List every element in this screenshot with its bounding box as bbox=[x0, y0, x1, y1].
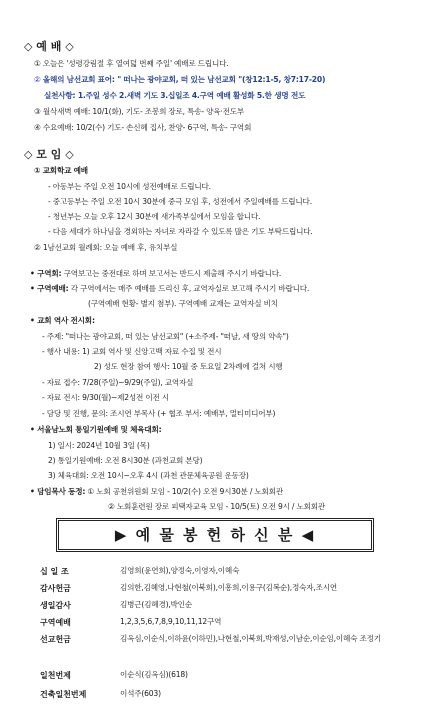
offering-value-mission: 김옥심,이순식,이하윤(이하민),나현철,이북희,박재성,이남순,이순임,이혜숙 조정기 bbox=[120, 634, 381, 643]
notice-district-text: 구역보고는 중전대로 하며 보고서는 반드시 제출해 주시기 바랍니다. bbox=[63, 269, 282, 278]
exhibit-title: • 교회 역사 전시회: bbox=[30, 316, 95, 325]
pastor-item-1: ① 노회 공천위원회 모임 - 10/2(수) 오전 9시30분 / 노회회관 bbox=[87, 487, 283, 496]
offering-value-district: 1,2,3,5,6,7,8,9,10,11,12구역 bbox=[120, 617, 222, 626]
offering-label-tithe: 십 일 조 bbox=[40, 567, 69, 576]
gathering-heading: ◇ 모 임 ◇ bbox=[24, 148, 74, 161]
worship-item-4-num: ④ bbox=[34, 123, 41, 132]
worship-item-4-text: 수요예배: 10/2(수) 기도- 손신혜 집사, 찬양- 6구역, 특송- 구역회 bbox=[42, 123, 252, 132]
offering-label-birthday: 생일감사 bbox=[40, 601, 71, 610]
worship-item-2 bbox=[34, 74, 325, 85]
school-line-1: - 아동부는 주일 오전 10시에 성전예배로 드립니다. bbox=[48, 182, 211, 191]
exhibit-line-3: 2) 성도 현장 참여 행사: 10월 중 토요일 2차례에 걸쳐 시행 bbox=[94, 362, 283, 371]
school-line-3: - 청년부는 오늘 오후 12시 30분에 새가족부실에서 모임을 합니다. bbox=[48, 212, 261, 221]
pastor-item-2: ② 노회훈련원 장로 피택자교육 모임 - 10/5(토) 오전 9시 / 노회회관 bbox=[108, 502, 326, 511]
offering-value-1000: 이순식(김옥심)(618) bbox=[120, 670, 188, 679]
worship-practice: 실천사항: 1.주일 성수 2.새벽 기도 3.십일조 4.구역 예배 활성화 5.한 생명 전도 bbox=[44, 91, 306, 100]
offering-value-building: 이석주(603) bbox=[120, 689, 161, 698]
school-line-4: - 다음 세대가 하나님을 경외하는 자녀로 자라갈 수 있도록 많은 기도 부탁드립니다. bbox=[48, 227, 313, 236]
exhibit-line-5: - 자료 전시: 9/30(월)~제2성전 이전 시 bbox=[42, 393, 170, 402]
offering-value-tithe: 김영희(윤연희),양정숙,이영자,이혜숙 bbox=[120, 566, 240, 575]
worship-item-2-num: ② bbox=[34, 75, 41, 84]
exhibit-line-6: - 담당 및 진행, 문의: 조시연 부목사 (+ 협조 부서: 예배부, 멀티미디어부) bbox=[42, 409, 276, 418]
offering-label-building: 건축일천번제 bbox=[40, 690, 87, 699]
worship-item-1-num: ① bbox=[34, 59, 41, 68]
worship-item-3 bbox=[34, 106, 244, 117]
offering-label-district: 구역예배 bbox=[40, 618, 71, 627]
worship-item-4 bbox=[34, 122, 251, 133]
exhibit-line-2: - 행사 내용: 1) 교회 역사 및 신앙고백 자료 수집 및 전시 bbox=[42, 347, 222, 356]
offering-banner: ▶ 예 물 봉 헌 하 신 분 ◀ bbox=[56, 518, 374, 552]
notice-sub: (구역예배 현황- 별지 첨부). 구역예배 교재는 교역자실 비치 bbox=[88, 299, 278, 308]
seoul-line-1: 1) 일시: 2024년 10월 3일 (목) bbox=[48, 441, 150, 450]
worship-item-3-text: 월삭새벽 예배: 10/1(화), 기도- 조봉희 장로, 특송- 양육·전도부 bbox=[42, 107, 245, 116]
notice-district: • 구역회: 구역보고는 중전대로 하며 보고서는 반드시 제출해 주시기 바랍니다. bbox=[30, 269, 282, 278]
exhibit-title-text: 교회 역사 전시회: bbox=[37, 316, 95, 325]
offering-label-thanks: 감사헌금 bbox=[40, 584, 71, 593]
worship-heading: ◇ 예 배 ◇ bbox=[24, 40, 74, 53]
school-line-2: - 중고등부는 주일 오전 10시 30분에 중극 모임 후, 성전에서 주일예배를 드립니다. bbox=[48, 197, 312, 206]
worship-item-2-text: 올해의 남선교회 표어: " 떠나는 광야교회, 떠 있는 남선교회 "(창12:1-5, 창7:17-20) bbox=[42, 75, 326, 84]
exhibit-line-1: - 주제: "떠나는 광야교회, 떠 있는 남선교회" (+소주제- "떠날, 새 땅의 약속") bbox=[42, 332, 289, 341]
men-meeting-line: ② 1남선교회 월례회: 오늘 예배 후, 유치부실 bbox=[34, 243, 178, 252]
pastor-line-1: • 담임목사 동정: ① 노회 공천위원회 모임 - 10/2(수) 오전 9시30분 / 노회회관 bbox=[30, 487, 283, 496]
school-title: ① 교회학교 예배 bbox=[34, 166, 88, 175]
offering-value-thanks: 김의한,김혜영,나현철(이북희),이흥희,이용구(김복순),정숙자,조시연 bbox=[120, 583, 337, 592]
exhibit-line-4: - 자료 접수: 7/28(주일)~9/29(주일), 교역자실 bbox=[42, 378, 194, 387]
notice-worship-text: 각 구역에서는 매주 예배를 드리신 후, 교역자실로 보고해 주시기 바랍니다. bbox=[70, 284, 310, 293]
worship-item-1-text: 오늘은 '성령강림절 후 열여덟 번째 주일' 예배로 드립니다. bbox=[42, 59, 229, 68]
seoul-line-3: 3) 체육대회: 오전 10시~오후 4시 (과천 관문체육공원 운동장) bbox=[48, 471, 249, 480]
notice-district-worship: • 구역예배: 각 구역에서는 매주 예배를 드리신 후, 교역자실로 보고해 주시기 바랍니다. bbox=[30, 284, 310, 293]
offering-label-1000: 일천번제 bbox=[40, 671, 71, 680]
worship-item-3-num: ③ bbox=[34, 107, 41, 116]
notice-district-label: 구역회: bbox=[37, 269, 62, 278]
pastor-title: 담임목사 동정: bbox=[37, 487, 86, 496]
offering-label-mission: 선교헌금 bbox=[40, 635, 71, 644]
worship-item-1 bbox=[34, 58, 228, 69]
notice-worship-label: 구역예배: bbox=[37, 284, 69, 293]
offering-value-birthday: 김병근(김혜경),박인순 bbox=[120, 600, 192, 609]
seoul-title: • 서울남노회 통일기원예배 및 체육대회: bbox=[30, 425, 162, 434]
seoul-line-2: 2) 통일기원예배: 오전 8시30분 (과천교회 본당) bbox=[48, 456, 203, 465]
seoul-title-text: 서울남노회 통일기원예배 및 체육대회: bbox=[37, 425, 162, 434]
